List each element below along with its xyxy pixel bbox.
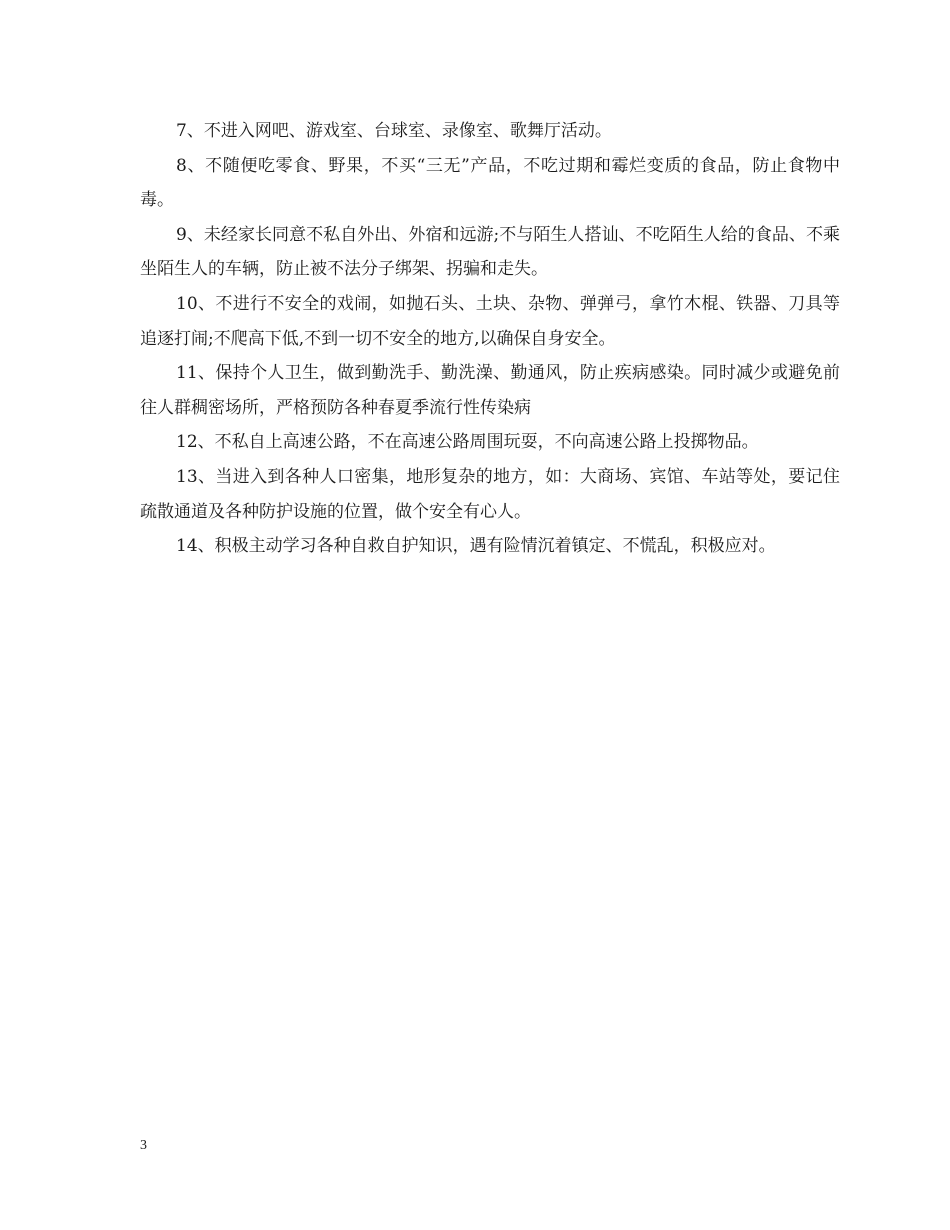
paragraph-item-9: 9、未经家长同意不私自外出、外宿和远游;不与陌生人搭讪、不吃陌生人给的食品、不乘坐陌生人的车辆，防止被不法分子绑架、拐骗和走失。 [140, 224, 840, 280]
paragraph-item-12: 12、不私自上高速公路，不在高速公路周围玩耍，不向高速公路上投掷物品。 [176, 432, 759, 453]
document-body [140, 114, 840, 564]
paragraph-item-14: 14、积极主动学习各种自救自护知识，遇有险情沉着镇定、不慌乱，积极应对。 [176, 536, 776, 557]
paragraph-item-13: 13、当进入到各种人口密集，地形复杂的地方，如：大商场、宾馆、车站等处，要记住疏散通道及各种防护设施的位置，做个安全有心人。 [140, 466, 840, 522]
page-number: 3 [140, 1138, 147, 1153]
paragraph-item-11: 11、保持个人卫生，做到勤洗手、勤洗澡、勤通风，防止疾病感染。同时减少或避免前往人群稠密场所，严格预防各种春夏季流行性传染病 [140, 363, 840, 418]
paragraph-item-8: 8、不随便吃零食、野果，不买“三无”产品，不吃过期和霉烂变质的食品，防止食物中毒。 [140, 155, 840, 211]
paragraph-item-10: 10、不进行不安全的戏闹，如抛石头、土块、杂物、弹弹弓，拿竹木棍、铁器、刀具等追逐打闹;不爬高下低,不到一切不安全的地方,以确保自身安全。 [140, 293, 840, 349]
paragraph-item-7: 7、不进入网吧、游戏室、台球室、录像室、歌舞厅活动。 [176, 121, 612, 141]
